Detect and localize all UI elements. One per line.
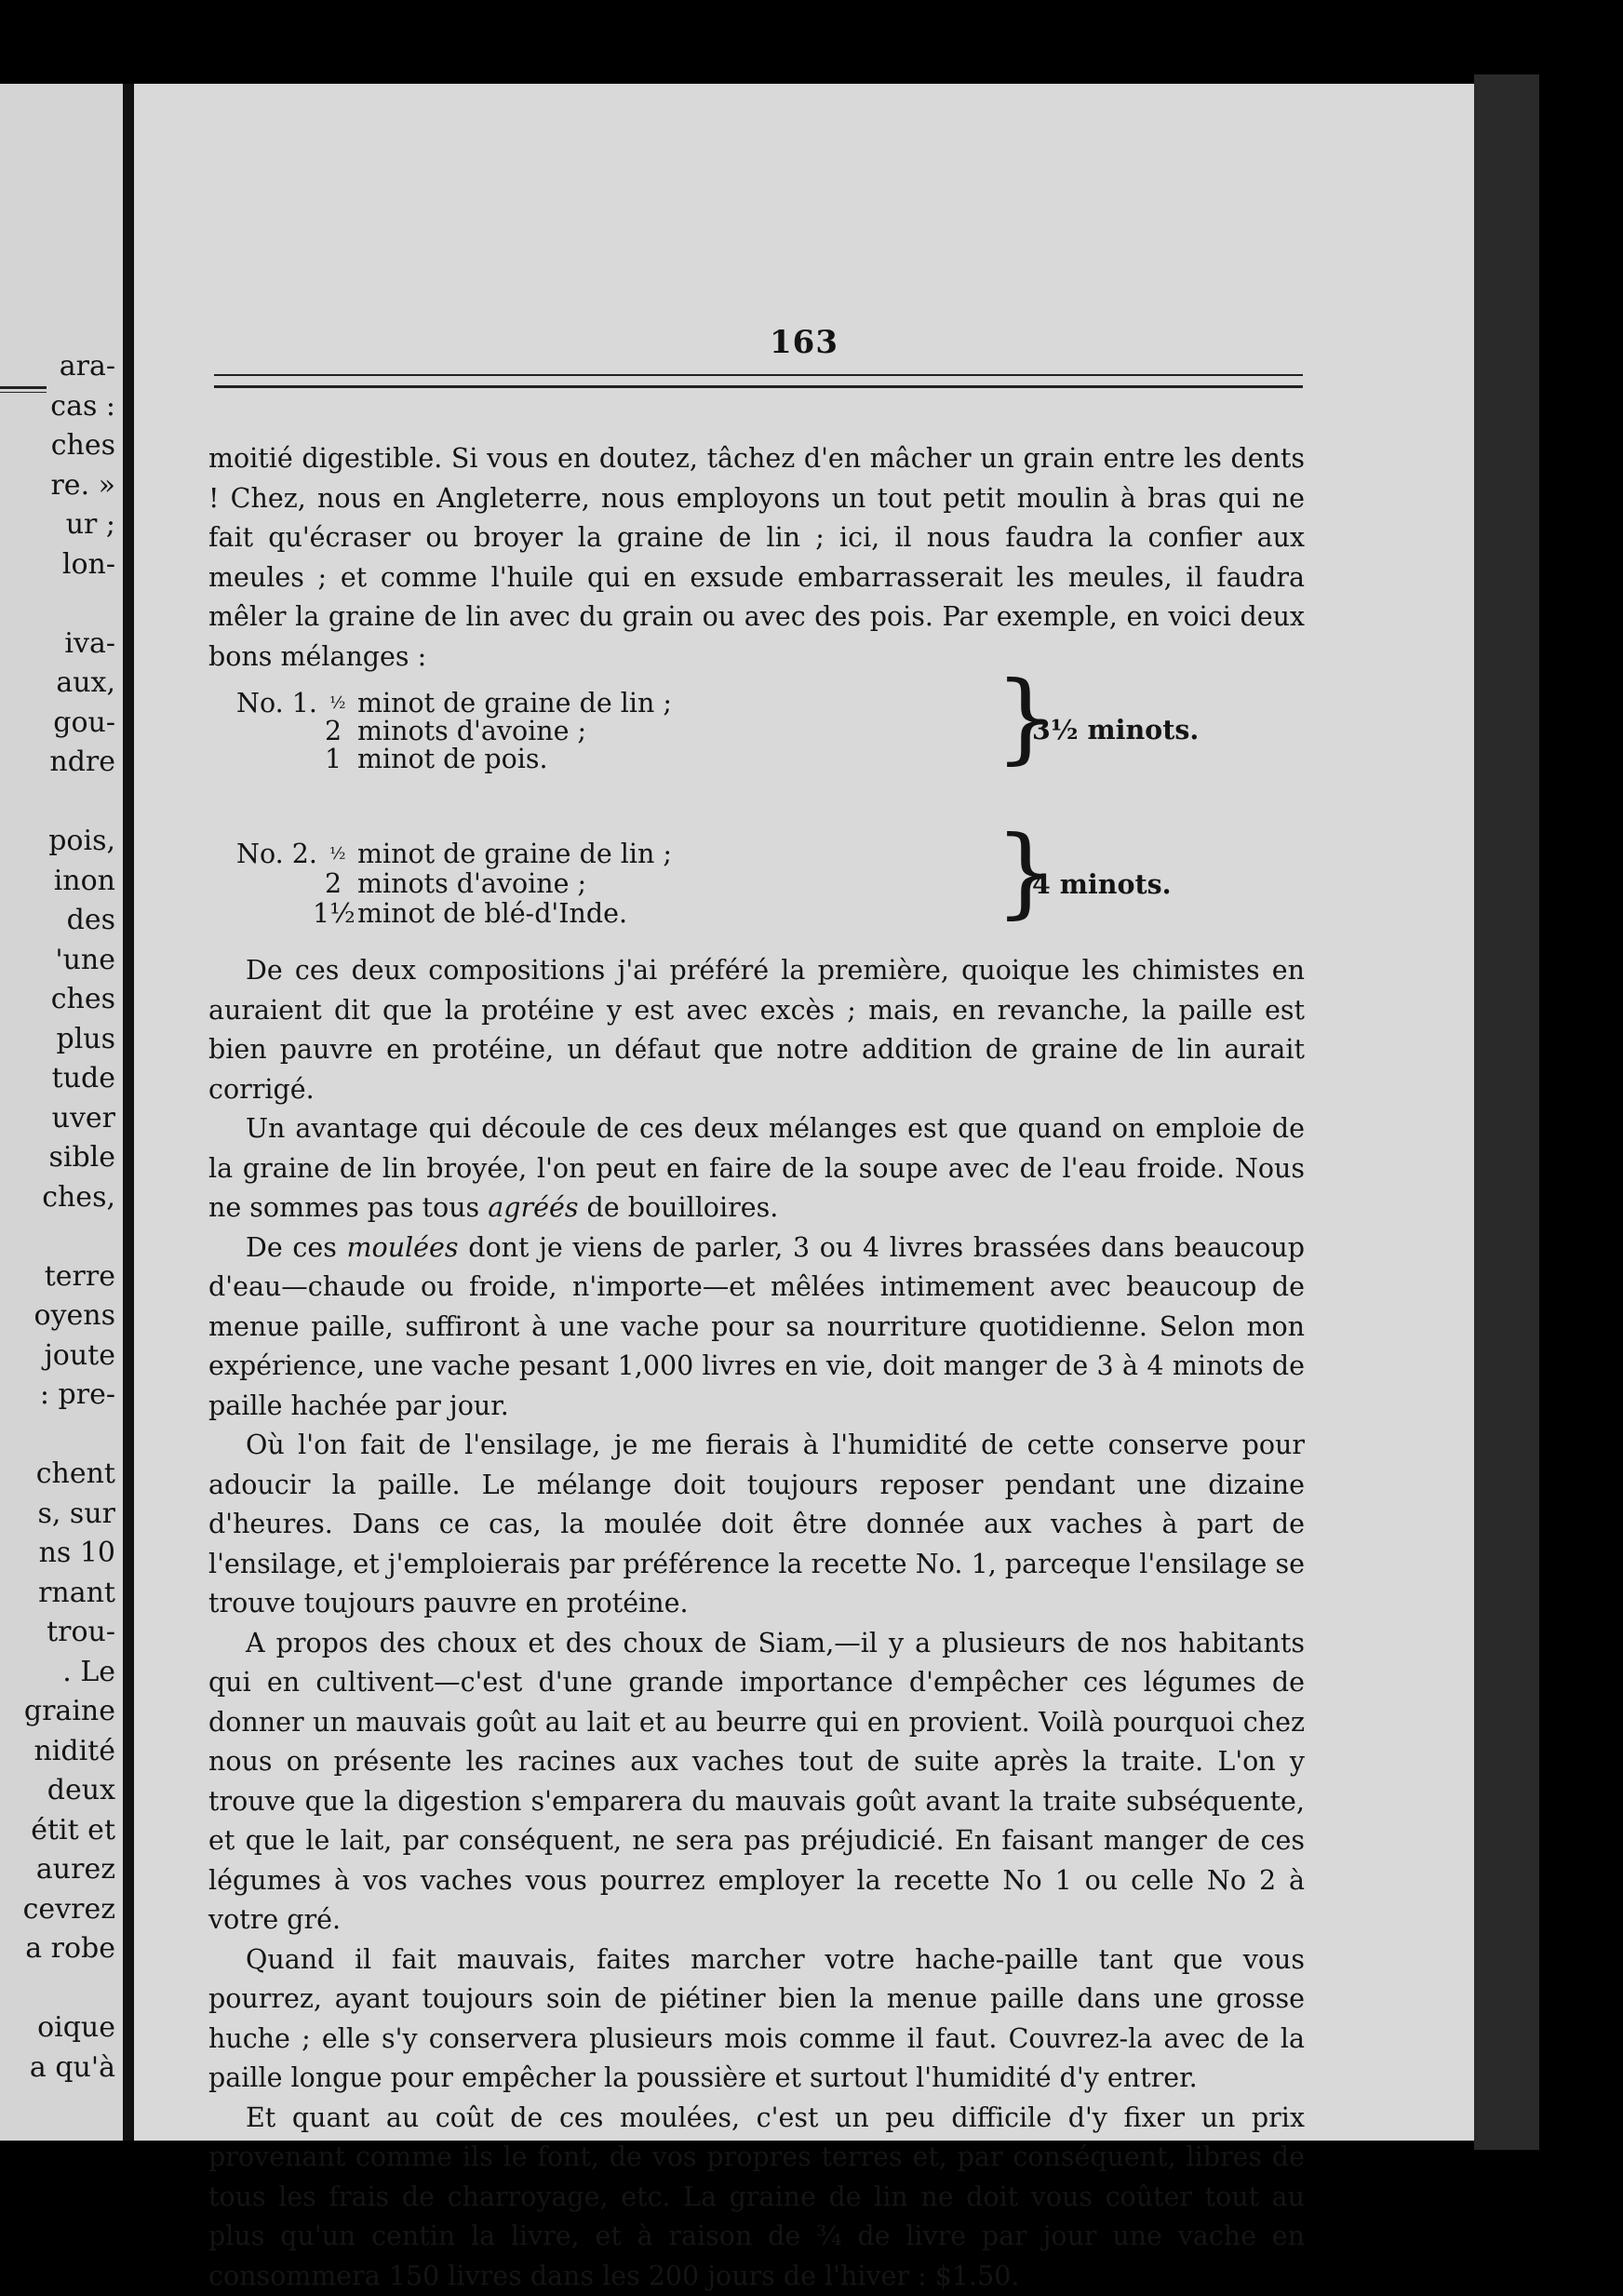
mix1-brace: } [995, 669, 1057, 767]
facing-page-line: joute [45, 1338, 116, 1374]
mix1-total: 3½ minots. [1032, 710, 1199, 750]
facing-page-line: ndre [49, 745, 115, 780]
mix1-qty-3: 1 [325, 740, 342, 780]
mix2-line-3: minot de blé-d'Inde. [357, 894, 627, 934]
mix2-brace: } [995, 824, 1057, 921]
facing-page-line: ara- [60, 349, 115, 384]
facing-page-line: re. » [50, 468, 115, 504]
mix2-qty-3: 1½ [313, 894, 355, 934]
mix1-line-1: minot de graine de lin ; [357, 684, 672, 724]
facing-page-line: gou- [53, 705, 115, 741]
facing-page-line: chent [36, 1457, 115, 1492]
mix2-label: No. 2. [236, 835, 317, 875]
facing-page-line: nidité [34, 1734, 115, 1769]
facing-page-line: ches, [42, 1180, 115, 1215]
facing-page-line: iva- [64, 626, 115, 662]
facing-page-line: . Le [62, 1655, 115, 1690]
paragraph: Quand il fait mauvais, faites marcher votre hache-paille tant que vous pourrez, ayant toujours soin de piétiner bien la menue paille dans une grosse huche ; elle s'y conservera plusieurs mois comme il faut. Couvrez-la avec de la paille longue pour empêcher la poussière et surtout l'humidité d'y entrer. [208, 1940, 1305, 2099]
mix2-line-2: minots d'avoine ; [357, 865, 586, 905]
facing-page-line: aurez [36, 1852, 115, 1887]
paragraph: Où l'on fait de l'ensilage, je me fierais à l'humidité de cette conserve pour adoucir la paille. Le mélange doit toujours reposer pendant une dizaine d'heures. Dans ce cas, la moulée doit être donnée aux vaches à part de l'ensilage, et j'emploierais par préférence la recette No. 1, parceque l'ensilage se trouve toujours pauvre en protéine. [208, 1426, 1305, 1624]
facing-page-line: aux, [56, 665, 115, 701]
facing-page-rule [0, 386, 47, 393]
facing-page-line: lon- [62, 547, 115, 583]
facing-page-line: ur ; [66, 507, 115, 543]
facing-page-line: tude [52, 1061, 115, 1096]
mix1-label: No. 1. [236, 684, 317, 724]
facing-page-line: ches [51, 982, 115, 1017]
paragraph: De ces moulées dont je viens de parler, 3 ou 4 livres brassées dans beaucoup d'eau—chaude ou froide, n'importe—et mêlées intimement avec beaucoup de menue paille, suffiront à une vache pour sa nourriture quotidienne. Selon mon expérience, une vache pesant 1,000 livres en vie, doit manger de 3 à 4 minots de paille hachée par jour. [208, 1229, 1305, 1427]
facing-page-line: a robe [25, 1931, 115, 1967]
facing-page-line: pois, [48, 824, 115, 859]
facing-page-fragment [0, 84, 123, 2141]
facing-page-line: ns 10 [39, 1536, 115, 1571]
book-page [134, 84, 1474, 2141]
facing-page-line: s, sur [37, 1497, 115, 1532]
facing-page-line: : pre- [40, 1377, 115, 1413]
mix1-line-2: minots d'avoine ; [357, 712, 586, 752]
facing-page-line: cevrez [23, 1892, 115, 1927]
facing-page-line: terre [45, 1259, 115, 1295]
header-rule [214, 374, 1303, 388]
paragraph: Un avantage qui découle de ces deux mélanges est que quand on emploie de la graine de lin broyée, l'on peut en faire de la soupe avec de l'eau froide. Nous ne sommes pas tous agréés de bouilloires. [208, 1109, 1305, 1229]
paragraph: A propos des choux et des choux de Siam,—il y a plusieurs de nos habitants qui en cultivent—c'est d'une grande importance d'empêcher ces légumes de donner un mauvais goût au lait et au beurre qui en provient. Voilà pourquoi chez nous on présente les racines aux vaches tout de suite après la traite. L'on y trouve que la digestion s'emparera du mauvais goût avant la traite subséquente, et que le lait, par conséquent, ne sera pas préjudicié. En faisant manger de ces légumes à vos vaches vous pourrez employer la recette No 1 ou celle No 2 à votre gré. [208, 1624, 1305, 1940]
facing-page-line: graine [24, 1694, 115, 1729]
mix1-qty-1: ½ [329, 684, 344, 729]
facing-page-line: cas : [50, 389, 115, 424]
facing-page-line: plus [56, 1022, 115, 1057]
mix2-total: 4 minots. [1032, 865, 1172, 905]
page-number: 163 [134, 324, 1474, 361]
paragraph: De ces deux compositions j'ai préféré la première, quoique les chimistes en auraient dit que la protéine y est avec excès ; mais, en revanche, la paille est bien pauvre en protéine, un défaut que notre addition de graine de lin aurait corrigé. [208, 951, 1305, 1109]
facing-page-line: 'une [55, 943, 115, 978]
book-gutter [123, 84, 134, 2141]
facing-page-line: uver [52, 1101, 115, 1136]
mix2-qty-2: 2 [325, 865, 342, 905]
facing-page-line: étit et [31, 1813, 115, 1848]
facing-page-line: rnant [38, 1576, 115, 1611]
facing-page-line: oique [37, 2010, 115, 2046]
page-body [208, 439, 1305, 2296]
page-edge [1474, 74, 1539, 2150]
mix1-line-3: minot de pois. [357, 740, 548, 780]
paragraph: Et quant au coût de ces moulées, c'est un peu difficile d'y fixer un prix provenant comme ils le font, de vos propres terres et, par conséquent, libres de tous les frais de charroyage, etc. La graine de lin ne doit vous coûter tout au plus qu'un centin la livre, et à raison de ¾ de livre par jour une vache en consommera 150 livres dans les 200 jours de l'hiver : $1.50. [208, 2099, 1305, 2296]
mixture-table [208, 677, 1305, 835]
facing-page-line: trou- [47, 1615, 115, 1650]
facing-page-line: a qu'à [30, 2050, 115, 2086]
facing-page-line: ches [51, 428, 115, 463]
facing-page-line: oyens [34, 1298, 115, 1334]
facing-page-line: inon [54, 864, 115, 899]
facing-page-line: des [67, 903, 115, 938]
mix1-qty-2: 2 [325, 712, 342, 752]
mix2-line-1: minot de graine de lin ; [357, 835, 672, 875]
mix2-qty-1: ½ [329, 835, 344, 879]
facing-page-line: deux [47, 1773, 115, 1808]
facing-page-line: sible [48, 1140, 115, 1175]
paragraph: moitié digestible. Si vous en doutez, tâchez d'en mâcher un grain entre les dents ! Chez, nous en Angleterre, nous employons un tout petit moulin à bras qui ne fait qu'écraser ou broyer la graine de lin ; ici, il nous faudra la confier aux meules ; et comme l'huile qui en exsude embarrasserait les meules, il faudra mêler la graine de lin avec du grain ou avec des pois. Par exemple, en voici deux bons mélanges : [208, 439, 1305, 677]
mixture-table [208, 835, 1305, 951]
